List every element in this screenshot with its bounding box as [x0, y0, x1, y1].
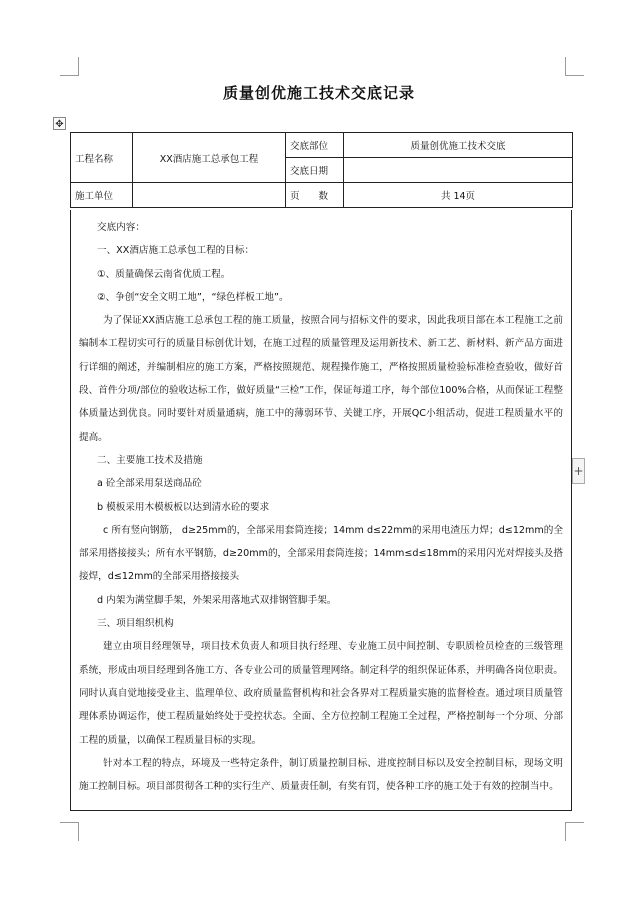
table-move-handle-icon[interactable]: ✥ — [53, 117, 66, 130]
section-heading-3: 三、项目组织机构 — [97, 618, 174, 630]
header-table — [70, 132, 573, 208]
date-value[interactable] — [344, 158, 573, 183]
pages-label: 页 数 — [286, 183, 344, 208]
measure-c: c 所有竖向钢筋， d≥25mm的，全部采用套筒连接；14mm d≤22mm的采用电渣压力焊；d≤12mm的全部采用搭接接头；所有水平钢筋，d≥20mm的，全部采用套筒连接；14mm≤d≤18mm的采用闪光对焊接头及搭接焊，d≤12mm的全部采用搭接接头 — [79, 524, 563, 583]
project-name-value[interactable]: XX酒店施工总承包工程 — [133, 133, 286, 183]
crop-mark-bottom-left — [60, 822, 79, 841]
goal-item-1: ①、质量确保云南省优质工程。 — [97, 268, 231, 280]
crop-mark-top-right — [565, 57, 584, 76]
paragraph-organization: 建立由项目经理领导，项目技术负责人和项目执行经理、专业施工员中间控制、专职质检员检查的三级管理系统，形成由项目经理到各施工方、各专业公司的质量管理网络。制定科学的组织保证体系，并明确各岗位职责。同时认真自觉地接受业主、监理单位、政府质量监督机构和社会各界对工程质量实施的监督检查。通过项目质量管理体系协调运作，使工程质量始终处于受控状态。全面、全方位控制工程施工全过程，严格控制每一个分项、分部工程的质量，以确保工程质量目标的实现。 — [79, 641, 563, 746]
measure-d: d 内架为满堂脚手架，外架采用落地式双排钢管脚手架。 — [97, 594, 337, 606]
dept-label: 交底部位 — [286, 133, 344, 158]
crop-mark-top-left — [60, 57, 79, 76]
pages-value[interactable]: 共 14页 — [344, 183, 573, 208]
unit-value[interactable] — [133, 183, 286, 208]
measure-a: a 砼全部采用泵送商品砼 — [97, 478, 202, 490]
measure-b: b 模板采用木模板板以达到清水砼的要求 — [97, 501, 270, 513]
date-label: 交底日期 — [286, 158, 344, 183]
goal-item-2: ②、争创“安全文明工地”，“绿色样板工地”。 — [97, 291, 289, 303]
section-heading-2: 二、主要施工技术及措施 — [97, 454, 203, 466]
document-title: 质量创优施工技术交底记录 — [222, 84, 415, 102]
crop-mark-bottom-right — [565, 822, 584, 841]
add-row-plus-icon[interactable]: + — [572, 458, 585, 484]
content-heading: 交底内容： — [97, 222, 145, 233]
project-name-label: 工程名称 — [71, 133, 133, 183]
dept-value[interactable]: 质量创优施工技术交底 — [344, 133, 573, 158]
unit-label: 施工单位 — [71, 183, 133, 208]
section-heading-1: 一、XX酒店施工总承包工程的目标： — [97, 245, 255, 257]
paragraph-control-targets: 针对本工程的特点，环境及一些特定条件，制订质量控制目标、进度控制目标以及安全控制目标，现场文明施工控制目标。项目部贯彻各工种的实行生产、质量责任制，有奖有罚，使各种工序的施工处于有效的控制当中。 — [79, 757, 563, 793]
paragraph-quality-plan: 为了保证XX酒店施工总承包工程的施工质量，按照合同与招标文件的要求，因此我项目部在本工程施工之前编制本工程切实可行的质量目标创优计划，在施工过程的质量管理及运用新技术、新工艺、新材料、新产品方面进行详细的阐述，并编制相应的施工方案，严格按照规范、规程操作施工，严格按照质量检验标准检查验收，做好首段、首件分项/部位的验收达标工作，做好质量“三检”工作，保证每道工序，每个部位100%合格，从而保证工程整体质量达到优良。同时要针对质量通病，施工中的薄弱环节、关键工序，开展QC小组活动，促进工程质量水平的提高。 — [79, 315, 563, 443]
content-cell[interactable] — [70, 210, 572, 811]
